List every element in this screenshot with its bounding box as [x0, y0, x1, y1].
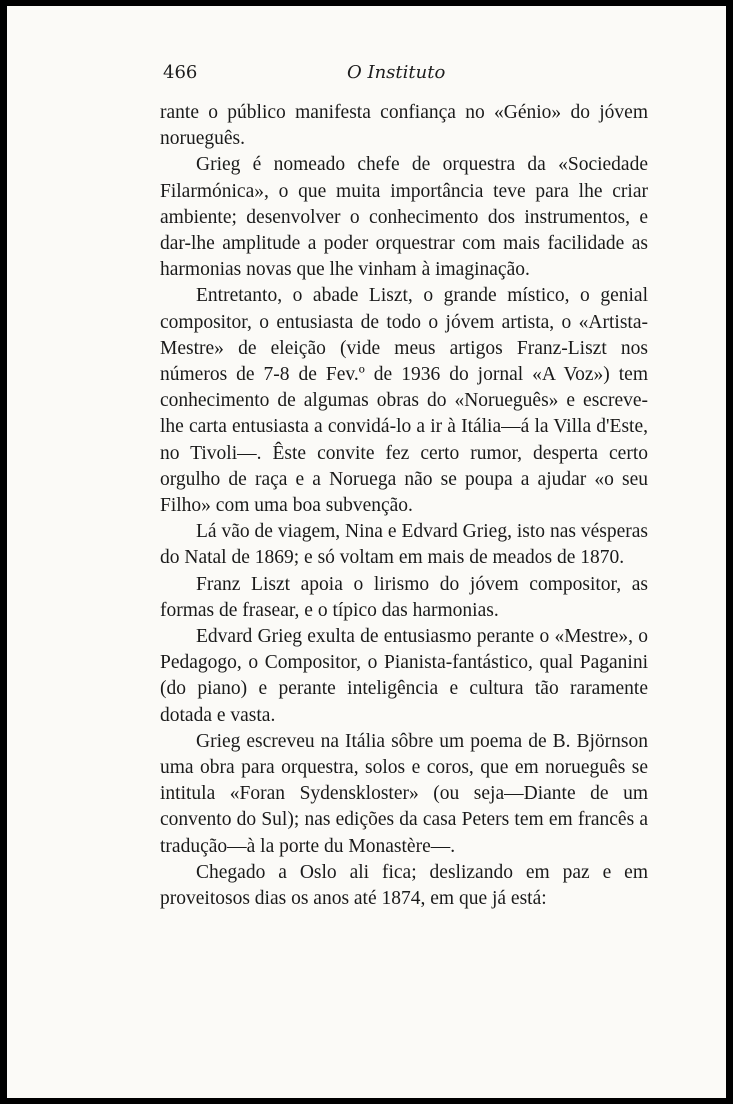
book-page	[7, 6, 726, 1098]
body-text	[160, 100, 648, 912]
paragraph-5: Franz Liszt apoia o lirismo do jóvem compositor, as formas de frasear, e o típico das harmonias.	[160, 573, 648, 621]
paragraph-6: Edvard Grieg exulta de entusiasmo perante o «Mestre», o Pedagogo, o Compositor, o Pianista-fantástico, qual Paganini (do piano) e perante inteligência e cultura tão raramente dotada e vasta.	[160, 626, 648, 726]
paragraph-2: Grieg é nomeado chefe de orquestra da «Sociedade Filarmónica», o que muita importância teve para lhe criar ambiente; desenvolver o conhecimento dos instrumentos, e dar-lhe amplitude a poder orquestrar com mais facilidade as harmonias novas que lhe vinham à imaginação.	[160, 154, 648, 281]
running-title: O Instituto	[347, 62, 446, 83]
paragraph-3: Entretanto, o abade Liszt, o grande místico, o genial compositor, o entusiasta de todo o jóvem artista, o «Artista-Mestre» de eleição (vide meus artigos Franz-Liszt nos números de 7-8 de Fev.º de 1936 do jornal «A Voz») tem conhecimento de algumas obras do «Norueguês» e escreve-lhe carta entusiasta a convidá-lo a ir à Itália—á la Villa d'Este, no Tivoli—. Êste convite fez certo rumor, desperta certo orgulho de raça e a Noruega não se poupa a ajudar «o seu Filho» com uma boa subvenção.	[160, 285, 648, 517]
page-header	[7, 58, 726, 88]
paragraph-1: rante o público manifesta confiança no «Génio» do jóvem norueguês.	[160, 102, 648, 150]
paragraph-7: Grieg escreveu na Itália sôbre um poema de B. Björnson uma obra para orquestra, solos e coros, que em norueguês se intitula «Foran Sydenskloster» (ou seja—Diante de um convento do Sul); nas edições da casa Peters tem em francês a tradução—à la porte du Monastère—.	[160, 730, 648, 857]
page-number: 466	[163, 62, 198, 83]
paragraph-4: Lá vão de viagem, Nina e Edvard Grieg, isto nas vésperas do Natal de 1869; e só voltam em mais de meados de 1870.	[160, 521, 648, 569]
paragraph-8: Chegado a Oslo ali fica; deslizando em paz e em proveitosos dias os anos até 1874, em que já está:	[160, 861, 648, 910]
